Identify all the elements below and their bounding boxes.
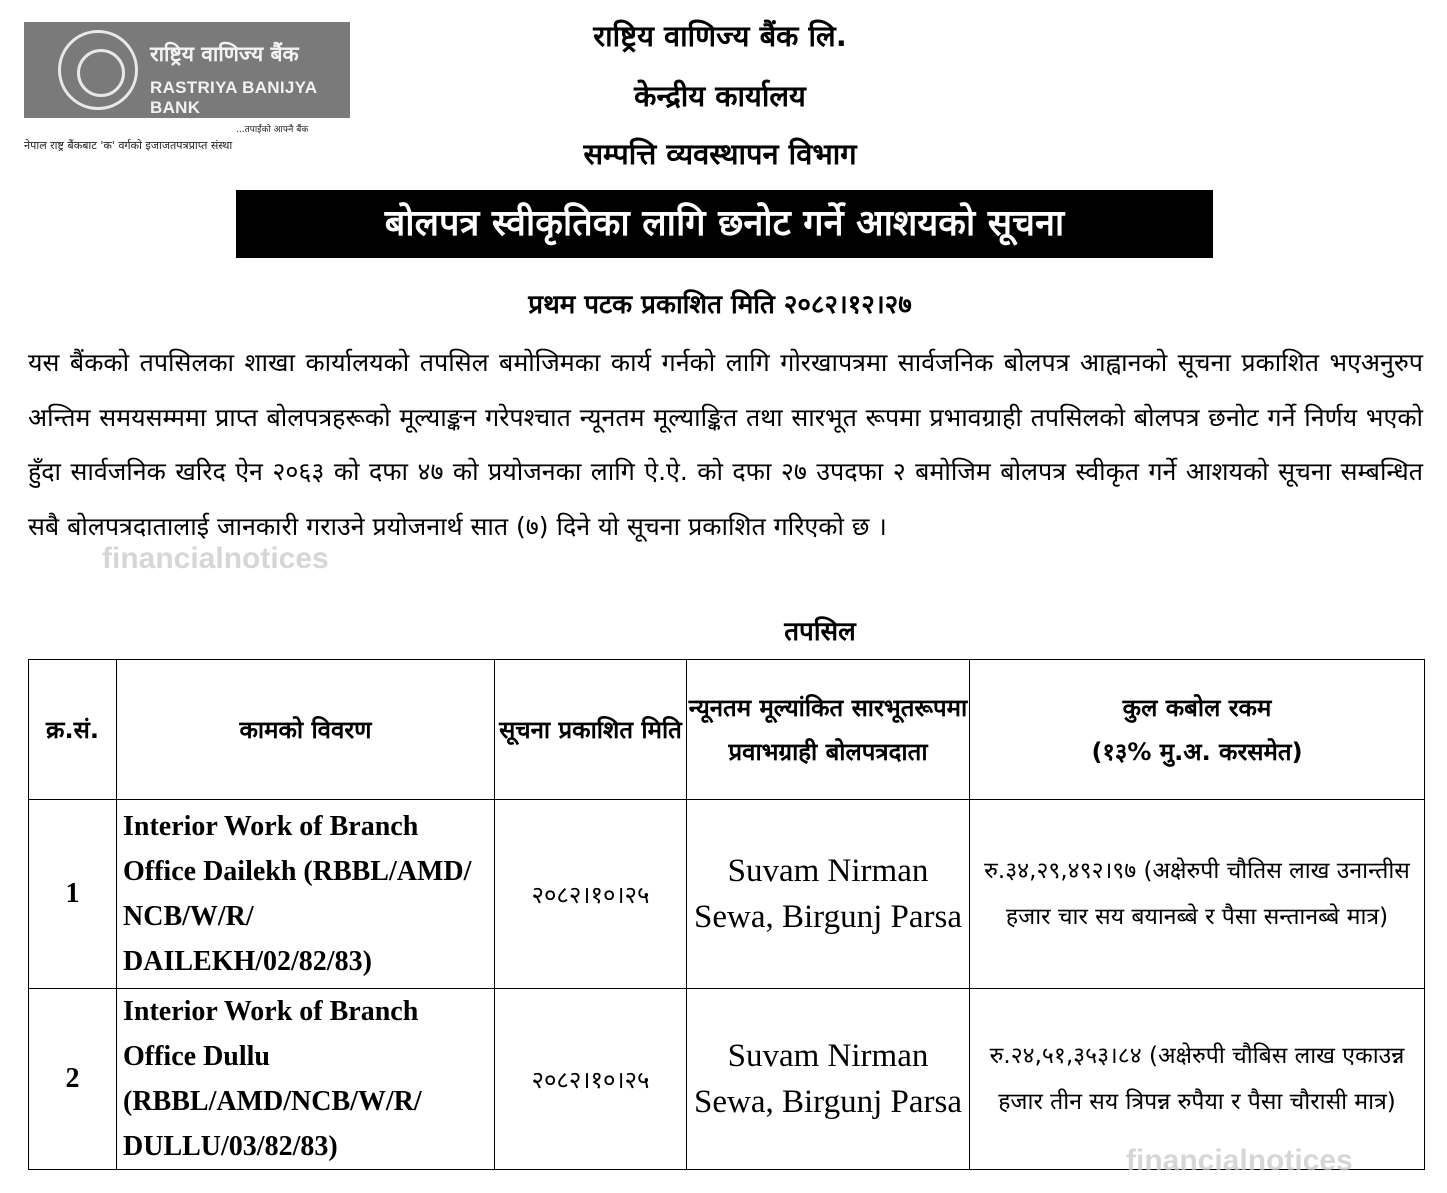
watermark-text: financialnotices xyxy=(102,542,329,575)
row-notice-date: २०८२।१०।२५ xyxy=(495,800,687,989)
logo-tagline: ...तपाईंको आफ्नै बैंक xyxy=(236,125,309,135)
header-description: कामको विवरण xyxy=(117,660,495,800)
header-bidder: न्यूनतम मूल्यांकित सारभूतरूपमा प्रवाभग्राही बोलपत्रदाता xyxy=(687,660,970,800)
bank-name: राष्ट्रिय वाणिज्य बैंक लि. xyxy=(593,19,847,53)
row-bidder: Suvam Nirman Sewa, Birgunj Parsa xyxy=(687,800,970,989)
row-description: Interior Work of Branch Office Dullu (RBBL/AMD/NCB/W/R/ DULLU/03/82/83) xyxy=(117,989,495,1170)
watermark-text: financialnotices xyxy=(1126,1144,1353,1177)
header-amount-line1: कुल कबोल रकम xyxy=(1122,693,1272,722)
header-notice-date: सूचना प्रकाशित मिति xyxy=(495,660,687,800)
row-bidder: Suvam Nirman Sewa, Birgunj Parsa xyxy=(687,989,970,1170)
logo-subtitle: नेपाल राष्ट्र बैंकबाट 'क' वर्गको इजाजतपत्रप्राप्त संस्था xyxy=(24,139,233,152)
row-amount: रु.३४,२९,४९२।९७ (अक्षेरुपी चौतिस लाख उनान्तीस हजार चार सय बयानब्बे र पैसा सन्तानब्बे मात्र) xyxy=(970,800,1425,989)
department-name: सम्पत्ति व्यवस्थापन विभाग xyxy=(583,137,857,171)
header-amount-line2: (१३% मु.अ. करसमेत) xyxy=(1091,737,1303,766)
notice-title: बोलपत्र स्वीकृतिका लागि छनोट गर्ने आशयको सूचना xyxy=(236,190,1213,258)
published-date: प्रथम पटक प्रकाशित मिति २०८२।१२।२७ xyxy=(528,290,912,320)
logo-nepali-name: राष्ट्रिय वाणिज्य बैंक xyxy=(150,42,299,66)
table-row xyxy=(29,800,1425,989)
row-description: Interior Work of Branch Office Dailekh (RBBL/AMD/ NCB/W/R/ DAILEKH/02/82/83) xyxy=(117,800,495,989)
row-notice-date: २०८२।१०।२५ xyxy=(495,989,687,1170)
table-row xyxy=(29,989,1425,1170)
row-sn: 1 xyxy=(29,800,117,989)
header-amount xyxy=(970,660,1425,800)
table-header-row xyxy=(29,660,1425,800)
notice-body: यस बैंकको तपसिलका शाखा कार्यालयको तपसिल बमोजिमका कार्य गर्नको लागि गोरखापत्रमा सार्वजनिक बोलपत्र आह्वानको सूचना प्रकाशित भएअनुरुप अन्तिम समयसम्ममा प्राप्त बोलपत्रहरूको मूल्याङ्कन गरेपश्चात न्यूनतम मूल्याङ्कित तथा सारभूत रूपमा प्रभावग्राही तपसिलको बोलपत्र छनोट गर्ने निर्णय भएको हुँदा सार्वजनिक खरिद ऐन २०६३ को दफा ४७ को प्रयोजनका लागि ऐ.ऐ. को दफा २७ उपदफा २ बमोजिम बोलपत्र स्वीकृत गर्ने आशयको सूचना सम्बन्धित सबै बोलपत्रदातालाई जानकारी गराउने प्रयोजनार्थ सात (७) दिने यो सूचना प्रकाशित गरिएको छ । xyxy=(28,348,1423,541)
row-sn: 2 xyxy=(29,989,117,1170)
bid-table xyxy=(28,659,1425,1170)
logo-english-name: RASTRIYA BANIJYA BANK xyxy=(150,78,317,117)
header-sn: क्र.सं. xyxy=(29,660,117,800)
schedule-label: तपसिल xyxy=(784,617,856,647)
row-amount: रु.२४,५१,३५३।८४ (अक्षेरुपी चौबिस लाख एकाउन्न हजार तीन सय त्रिपन्न रुपैया र पैसा चौरासी मात्र) xyxy=(970,989,1425,1170)
office-name: केन्द्रीय कार्यालय xyxy=(634,79,806,113)
bank-emblem-icon xyxy=(58,30,138,110)
